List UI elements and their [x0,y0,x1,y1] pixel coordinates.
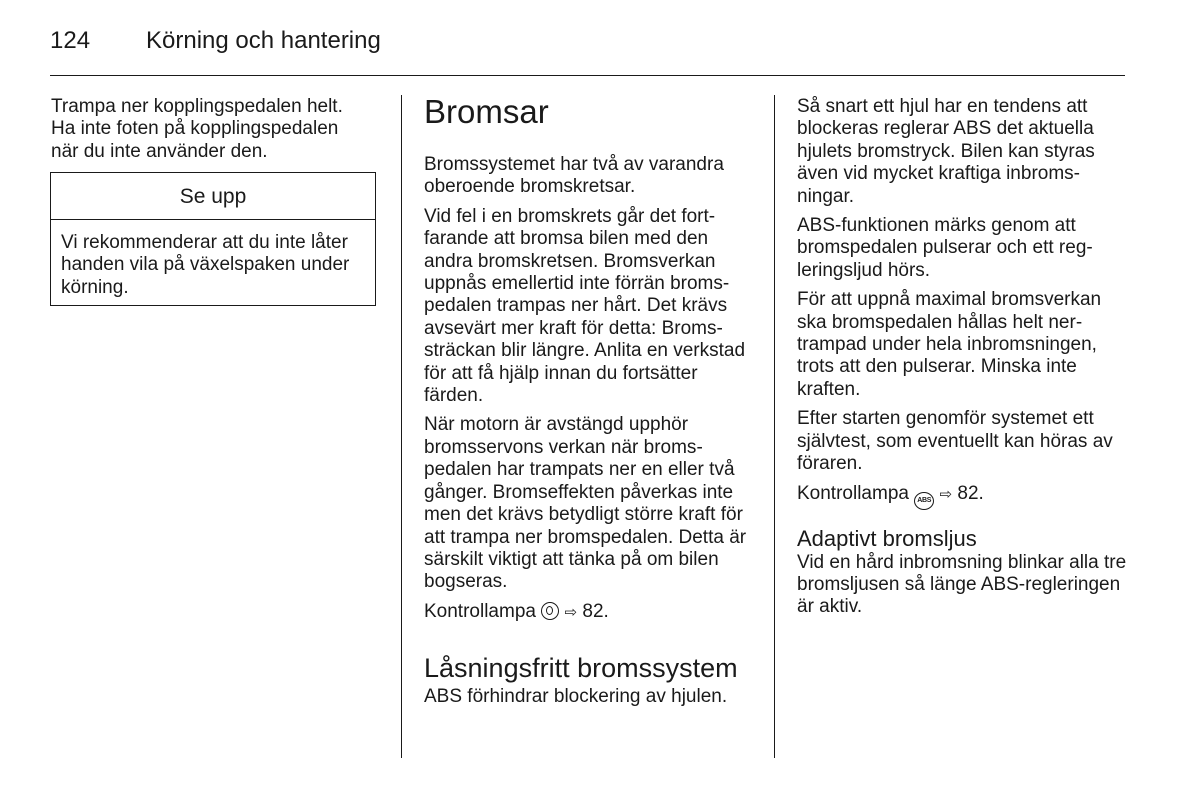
reference-label: Kontrollampa [797,482,909,504]
page-reference-arrow-icon: ⇨ [564,603,578,621]
abs-warning-icon: ABS [914,492,934,510]
reference-page: 82. [582,600,609,622]
section-heading-brakes: Bromsar [424,93,549,130]
column-left [51,96,371,170]
reference-page: 82. [957,482,984,504]
abs-paragraph-3: För att uppnå maximal bromsverkan ska bromspedalen hållas helt nertrampad under hela inbromsningen, trots att den pulserar. Minska inte kraften. [797,289,1102,400]
column-right [797,96,1127,626]
column-middle [424,92,758,716]
caution-box [50,172,376,306]
brakes-paragraph-3: När motorn är avstängd upphör bromsservons verkan när bromspedalen har trampats ner en eller två gånger. Bromseffekten påverkas inte men det krävs betydligt större kraft för att trampa ner bromspedalen. Detta är särskilt viktigt att tänka på om bilen bogseras. [424,414,747,593]
clutch-instruction: Trampa ner kopplingspedalen helt. Ha inte foten på kopplingspedalen när du inte använder den. [51,96,343,162]
brakes-paragraph-1: Bromssystemet har två av varandra oberoende bromskretsar. [424,154,724,198]
caution-text: Vi rekommenderar att du inte låter handen vila på växelspaken under körning. [61,232,350,298]
abs-paragraph-2: ABS-funktionen märks genom att bromspedalen pulserar och ett regleringsljud hörs. [797,215,1093,281]
page-number: 124 [50,27,91,54]
caution-title: Se upp [51,173,375,220]
abs-paragraph-4: Efter starten genomför systemet ett självtest, som eventuellt kan höras av föraren. [797,408,1113,475]
section-heading-abs: Låsningsfritt bromssystem [424,653,738,684]
header-divider [50,75,1125,76]
brake-warning-icon [541,602,559,620]
adaptive-brake-light-text: Vid en hård inbromsning blinkar alla tre bromsljusen så länge ABS-regleringen är aktiv. [797,551,1127,618]
abs-intro-text: ABS förhindrar blockering av hjulen. [424,686,728,708]
brake-lamp-reference [424,601,758,624]
section-heading-adaptive-brake-light: Adaptivt bromsljus [797,525,977,551]
page-reference-arrow-icon: ⇨ [939,485,953,503]
column-divider-2 [774,95,775,758]
column-divider-1 [401,95,402,758]
abs-paragraph-1: Så snart ett hjul har en tendens att blockeras reglerar ABS det aktuella hjulets bromstryck. Bilen kan styras även vid mycket kraftiga inbromsningar. [797,96,1095,207]
chapter-title: Körning och hantering [146,27,381,54]
brakes-paragraph-2: Vid fel i en bromskrets går det fortfarande att bromsa bilen med den andra bromskretsen. Bromsverkan uppnås emellertid inte förrän bromspedalen trampas ner hårt. Det krävs avsevärt mer kraft för detta: Bromssträckan blir längre. Anlita en verkstad för att få hjälp innan du fortsätter färden. [424,205,746,407]
reference-label: Kontrollampa [424,600,536,622]
abs-lamp-reference [797,483,1127,510]
page-header [50,26,1125,76]
